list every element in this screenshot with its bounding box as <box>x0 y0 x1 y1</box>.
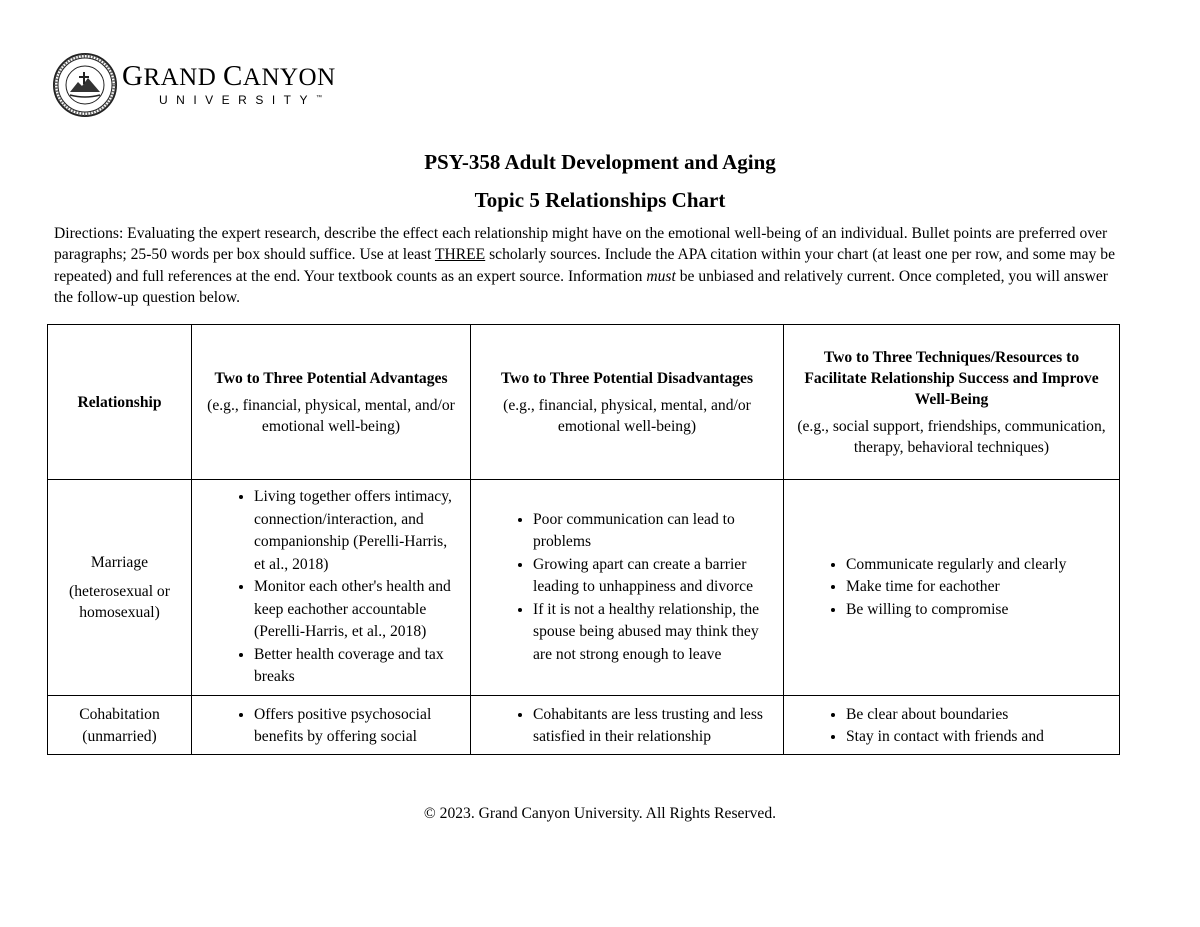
logo-wordmark: GRAND CANYON <box>122 60 336 92</box>
list-item: • Make time for eachother <box>846 576 1111 599</box>
list-item: • If it is not a healthy relationship, the spouse being abused may think they are not strong enough to leave <box>533 599 775 667</box>
list-item: • Poor communication can lead to problems <box>533 509 775 554</box>
header-advantages: Two to Three Potential Advantages (e.g., financial, physical, mental, and/or emotional well-being) <box>192 325 471 480</box>
list-item: • Offers positive psychosocial benefits by offering social <box>254 704 462 748</box>
relationships-chart-table <box>47 324 1120 755</box>
copyright-footer: © 2023. Grand Canyon University. All Rights Reserved. <box>423 805 777 822</box>
table-row <box>48 480 1120 696</box>
header-techniques: Two to Three Techniques/Resources to Facilitate Relationship Success and Improve Well-Being (e.g., social support, friendships, communication, therapy, behavioral techniques) <box>784 325 1120 480</box>
header-disadvantages: Two to Three Potential Disadvantages (e.g., financial, physical, mental, and/or emotional well-being) <box>471 325 784 480</box>
relationship-cell: Cohabitation (unmarried) <box>48 695 192 754</box>
list-item: • Stay in contact with friends and <box>846 726 1111 748</box>
list-item: • Better health coverage and tax breaks <box>254 644 462 689</box>
relationship-cell: Marriage (heterosexual or homosexual) <box>48 480 192 696</box>
techniques-cell <box>784 480 1120 696</box>
course-title: PSY-358 Adult Development and Aging <box>424 150 776 174</box>
directions-paragraph: Directions: Evaluating the expert research, describe the effect each relationship might have on the emotional well-being of an individual. Bullet points are preferred over paragraphs; 25-50 words per box should suffice. Use at least THREE scholarly sources. Include the APA citation within your chart (at least one per row, and some may be repeated) and full references at the end. Your textbook counts as an expert source. Information must be unbiased and relatively current. Once completed, you will answer the follow-up question below. <box>54 225 1115 306</box>
advantages-cell <box>192 695 471 754</box>
list-item: • Monitor each other's health and keep eachother accountable (Perelli-Harris, et al., 2018) <box>254 576 462 644</box>
list-item: • Cohabitants are less trusting and less satisfied in their relationship <box>533 704 775 748</box>
disadvantages-cell <box>471 480 784 696</box>
logo-subtitle: UNIVERSITY™ <box>159 93 323 107</box>
assignment-title: Topic 5 Relationships Chart <box>474 188 726 212</box>
techniques-cell <box>784 695 1120 754</box>
list-item: • Growing apart can create a barrier leading to unhappiness and divorce <box>533 554 775 599</box>
list-item: • Be willing to compromise <box>846 599 1111 622</box>
table-row <box>48 695 1120 754</box>
table-header-row <box>48 325 1120 480</box>
header-relationship: Relationship <box>48 325 192 480</box>
university-seal-icon <box>52 52 118 118</box>
list-item: • Communicate regularly and clearly <box>846 554 1111 577</box>
list-item: • Be clear about boundaries <box>846 704 1111 727</box>
disadvantages-cell <box>471 695 784 754</box>
university-logo <box>52 52 336 118</box>
advantages-cell <box>192 480 471 696</box>
list-item: • Living together offers intimacy, connection/interaction, and companionship (Perelli-Harris, et al., 2018) <box>254 486 462 576</box>
